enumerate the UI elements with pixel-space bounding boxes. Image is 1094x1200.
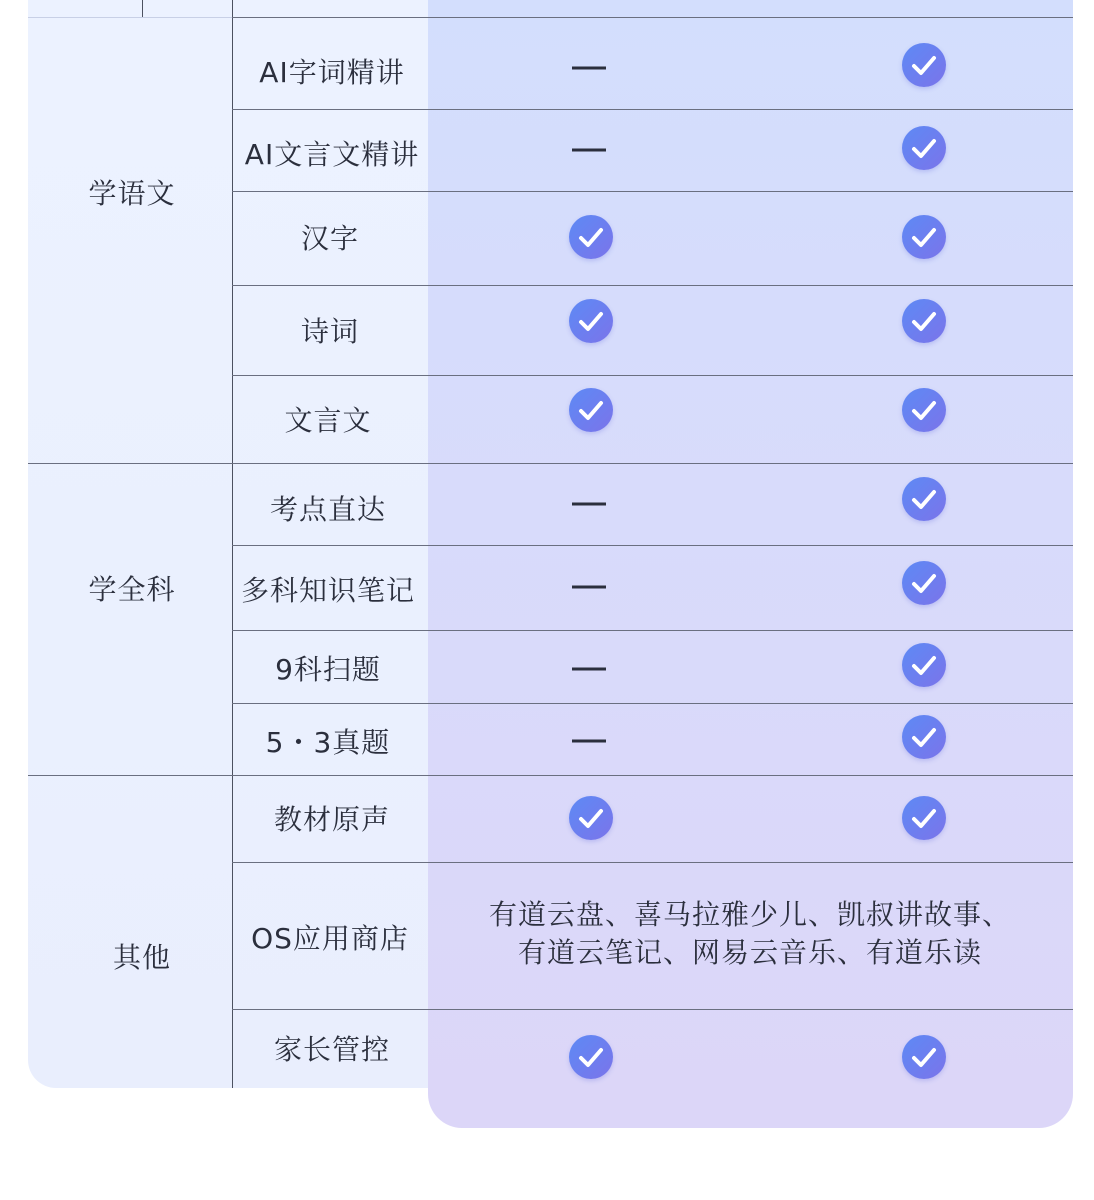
row-divider xyxy=(232,375,1073,376)
check-circle-icon xyxy=(569,1035,613,1079)
check-circle-icon xyxy=(902,1035,946,1079)
table-divider xyxy=(232,0,233,1088)
row-divider xyxy=(232,630,1073,631)
feature-label: 5・3真题 xyxy=(265,726,391,759)
row-divider xyxy=(28,17,232,18)
row-divider xyxy=(232,1009,1073,1010)
dash-icon xyxy=(572,586,606,589)
check-circle-icon xyxy=(902,126,946,170)
check-circle-icon xyxy=(902,215,946,259)
row-divider xyxy=(232,545,1073,546)
row-divider xyxy=(28,463,1073,464)
app-list-line: 有道云盘、喜马拉雅少儿、凯叔讲故事、 xyxy=(488,898,1012,931)
row-divider xyxy=(28,775,1073,776)
row-divider xyxy=(232,17,1073,18)
check-circle-icon xyxy=(569,796,613,840)
category-label-other: 其他 xyxy=(112,941,172,974)
check-circle-icon xyxy=(569,388,613,432)
check-circle-icon xyxy=(569,299,613,343)
feature-label: 教材原声 xyxy=(273,803,391,836)
category-label-chinese: 学语文 xyxy=(88,177,176,210)
dash-icon xyxy=(572,740,606,743)
app-store-app-list xyxy=(489,896,1011,972)
check-circle-icon xyxy=(902,388,946,432)
check-circle-icon xyxy=(902,477,946,521)
row-divider xyxy=(232,862,1073,863)
feature-label: 诗词 xyxy=(300,315,360,348)
dash-icon xyxy=(572,503,606,506)
check-circle-icon xyxy=(902,796,946,840)
check-circle-icon xyxy=(902,715,946,759)
row-divider xyxy=(232,191,1073,192)
feature-label: AI文言文精讲 xyxy=(244,138,420,171)
feature-label: AI字词精讲 xyxy=(259,56,405,89)
dash-icon xyxy=(572,149,606,152)
dash-icon xyxy=(572,668,606,671)
feature-label: 文言文 xyxy=(284,404,372,437)
row-divider xyxy=(232,109,1073,110)
row-divider xyxy=(232,703,1073,704)
app-list-line: 有道云笔记、网易云音乐、有道乐读 xyxy=(517,936,983,969)
check-circle-icon xyxy=(902,643,946,687)
check-circle-icon xyxy=(569,215,613,259)
row-divider xyxy=(232,285,1073,286)
feature-label: 多科知识笔记 xyxy=(240,574,416,607)
table-divider xyxy=(142,0,143,18)
feature-label: 考点直达 xyxy=(269,493,387,526)
category-label-all-subjects: 学全科 xyxy=(88,573,176,606)
check-circle-icon xyxy=(902,43,946,87)
dash-icon xyxy=(572,67,606,70)
feature-label: 汉字 xyxy=(300,222,360,255)
feature-label: 家长管控 xyxy=(273,1033,391,1066)
check-circle-icon xyxy=(902,561,946,605)
feature-label: OS应用商店 xyxy=(251,922,409,955)
feature-label: 9科扫题 xyxy=(275,653,381,686)
check-circle-icon xyxy=(902,299,946,343)
